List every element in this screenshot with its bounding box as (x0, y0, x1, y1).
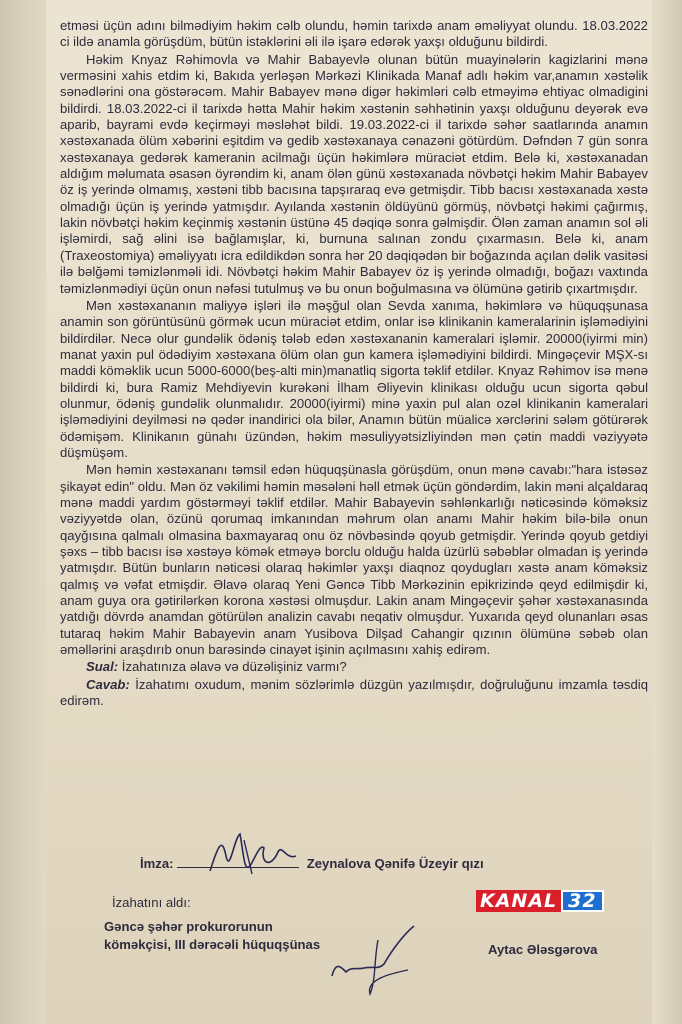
paragraph-3: Mən xəstəxananın maliyyə işləri ilə məşğul olan Sevda xanıma, həkimlərə və hüquqşunasa anamin son görüntüsünü görmək ucun müraciət etdim, onlar isə klinikanin kameralarinin işləmədiyini bildirdilər. Necə olur gundəlik ödəniş tələb edən xəstəxananin kameralari işləmir. 20000(iyirmi min) manat yaxin pul ödədiyim xəstəxana ölüm olan gun kamera işləmədiyini bildirdi. Mingəçevir MŞX-sı maddi köməklik ucun 5000-6000(beş-alti min)manatliq sigorta təklif etdilər. Knyaz Rəhimov isə mənə bildirdi ki, bura Ramiz Mehdiyevin kurəkəni İlham Əliyevin klinikası olduğu ucun sigorta qəbul olunmur, ödəniş gundəlik olunmalıdır. 20000(iyirmi) minə yaxin pul alan ozəl klinikanin kameralari işləmədiyini deyilməsi nə qədər inandirici ola bilər, Anamın bütün müalicə xərclərini sələm götürərək ödəmişəm. Klinikanın günahı üzündən, həkim məsuliyyətsizliyindən mən çətin maddi vəziyyətə düşmüşəm. (60, 297, 648, 460)
official-title (104, 918, 320, 954)
logo-text-32: 32 (561, 890, 603, 912)
statement-body (60, 18, 648, 710)
question-line (60, 659, 648, 675)
official-title-line-1: Gəncə şəhər prokurorunun (104, 919, 273, 934)
answer-label: Cavab: (86, 676, 130, 692)
logo-text-kanal: KANAL (476, 890, 561, 912)
paragraph-1: etməsi üçün adını bilmədiyim həkim cəlb olundu, həmin tarixdə anam əməliyyat olundu. 18.03.2022 ci ildə anamla görüşdüm, bütün istəklərini əli ilə işarə edərək yaxşı olduğunu bildirdi. (60, 18, 648, 50)
handwritten-signature-2 (318, 920, 428, 1000)
paragraph-4: Mən həmin xəstəxananı təmsil edən hüquqşünasla görüşdüm, onun mənə cavabı:"hara istəsəz şikayət edin" oldu. Mən öz vəkilimi həmin məsələni həll etmək üçün göndərdim, lakin məni alçaldaraq mənə maddi yardım göstərməyi təklif etdilər. Mahir Babayevin səhlənkarlığı nəticəsində köməksiz vəziyyətdə olan, özünü qorumaq imkanından məhrum olan anamı Mahir həkim bilə-bilə onun qayğısına qalmalı olmasina baxmayaraq onu öz növbəsində qoyub getmişdir. Yerində qoyub getdiyi şəxs – tibb bacısı isə xəstəyə kömək etməyə borclu olduğu halda üzürlü səbəblər olmadan iş yerində yatmışdır. Bütün bunların nəticəsi olaraq həkimlər yaxşı diaqnoz qoydugları xəstə anam köməksiz qalmış və vəfat etmişdir. Əlavə olaraq Yeni Gəncə Tibb Mərkəzinin epikrizində qeyd edilmişdir ki, anam guya ora gətirilərkən korona xəstəsi olmuşdur. Lakin anam Mingəçevir şəhər xəstəxanasında yatdığı dövrdə anamdan götürülən analizin cavabı neqativ olmuşdur. Yuxarıda qeyd olunanları əsas tutaraq həkim Mahir Babayevin anam Yusibova Dilşad Cahangir qızının ölümünə səbəb olan əməllərini araşdırıb onun barəsində cinayət işinin açılmasını xahiş edirəm. (60, 462, 648, 658)
received-by-label: İzahatını aldı: (112, 895, 191, 910)
signatory-name: Zeynalova Qənifə Üzeyir qızı (306, 856, 484, 871)
answer-text: İzahatımı oxudum, mənim sözlərimlə düzgün yazılmışdır, doğruluğunu imzamla təsdiq edirəm. (60, 676, 648, 709)
signature-label: İmza: (140, 856, 174, 871)
official-title-line-2: köməkçisi, III dərəcəli hüquqşünas (104, 937, 321, 952)
question-label: Sual: (86, 659, 119, 675)
question-text: İzahatınıza əlavə və düzəlişiniz varmı? (118, 659, 347, 675)
answer-line (60, 677, 648, 710)
page-edge-left (0, 0, 46, 1024)
kanal32-logo (476, 890, 604, 912)
paragraph-2: Həkim Knyaz Rəhimovla və Mahir Babayevlə olunan bütün muayinələrin kagizlarini mənə verməsini xahis etdim ki, Bakıda yerləşən Mərkəzi Klinikada Manaf adlı həkim var,anamın xəstəlik sənədlərini ona göstərəcəm. Mahir Babayev mənə digər həkimləri cəlb etməyimə ehtiyac olmadigini bildirdi. 18.03.2022-ci il tarixdə hətta Mahir həkim xəstənin səhhətinin yaxşı olduğunu deyərək evə aparib, bayrami evdə keçirməyi məsləhət bildi. 19.03.2022-ci il tarixdə səhər saatlarında anamın xəstəxanada ölüm xəbərini eşitdim və gedib xəstəxanaya cənazəni götürdüm. Dəfndən 7 gün sonra xəstəxanaya gedərək kameranin acilmağı üçün həkimlərə müraciət etdim. Belə ki, xəstəxanadan aldığım məlumata əsasən öyrəndim ki, anam ölən günü xəstəxanada növbətçi həkim Mahir Babayev öz iş yerində olmamış, xəstəni tibb bacısına tapşıraraq evə getmişdir. Tibb bacısı xəstəxanada xəstə olmadığı üçün iş yerində yatmışdır. Ayılanda xəstənin öldüyünü görmüş, növbətçi həkimi çağırmış, lakin növbətçi həkim keçinmiş xəstənin üstünə 45 dəqiqə sonra gəlmişdir. Ölən zaman anamın sol əli işləmirdi, sağ əlini isə bağlamışlar, ki, burnuna salınan zondu çıxarmasın. Belə ki, anam (Traxeostomiya) əməliyyatı icra edildikdən sonra hər 20 dəqiqədən bir boğazında açılan dəlik vasitəsi ilə bəlğəmi təmizlənməli idi. Növbətçi həkim Mahir Babayev öz iş yerində olmadığı, boğazı vaxtında təmizlənmədiyi üçün onun nəfəsi tutulmuş və bu onun boğulmasına və ölümünə gətirib çıxartmışdır. (60, 51, 648, 296)
official-name: Aytac Ələsgərova (488, 942, 598, 957)
page-edge-right (652, 0, 682, 1024)
handwritten-signature-1 (200, 826, 320, 886)
